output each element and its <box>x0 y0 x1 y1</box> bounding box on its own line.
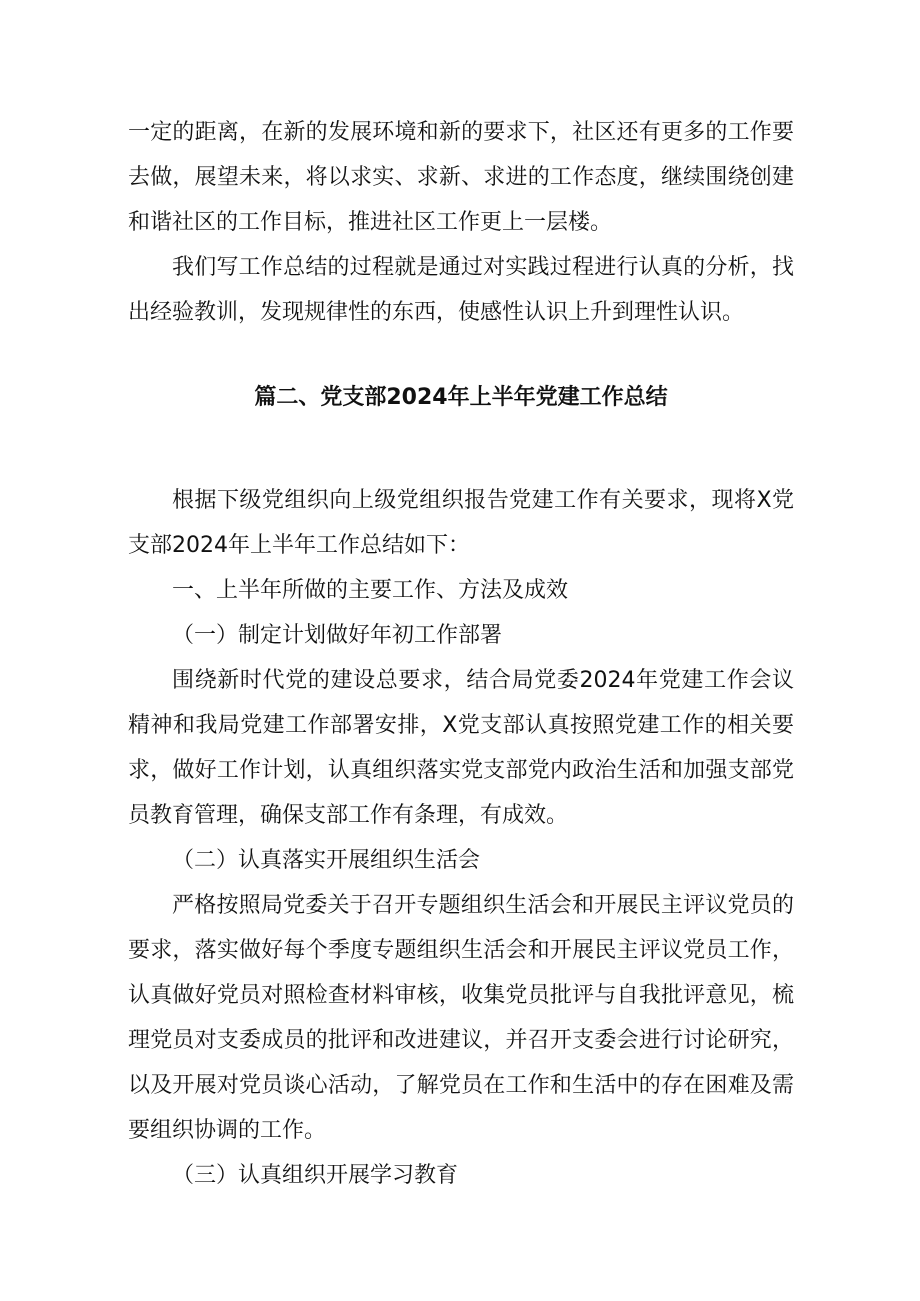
intro-paragraph-summary: 我们写工作总结的过程就是通过对实践过程进行认真的分析，找出经验教训，发现规律性的东西，使感性认识上升到理性认识。 <box>128 255 794 325</box>
section-heading-1: 一、上半年所做的主要工作、方法及成效 <box>172 578 569 603</box>
subsection-text-1: 围绕新时代党的建设总要求，结合局党委2024年党建工作会议精神和我局党建工作部署安排，X党支部认真按照党建工作的相关要求，做好工作计划，认真组织落实党支部党内政治生活和加强支部党员教育管理，确保支部工作有条理，有成效。 <box>128 668 794 828</box>
intro-section <box>128 110 794 335</box>
section-title-block <box>128 375 794 420</box>
subsection-heading-3: （三）认真组织开展学习教育 <box>172 1163 459 1188</box>
report-body <box>128 478 794 1198</box>
document-title: 篇二、党支部2024年上半年党建工作总结 <box>254 385 668 410</box>
intro-paragraph-continued: 一定的距离，在新的发展环境和新的要求下，社区还有更多的工作要去做，展望未来，将以求实、求新、求进的工作态度，继续围绕创建和谐社区的工作目标，推进社区工作更上一层楼。 <box>128 120 794 235</box>
subsection-heading-2: （二）认真落实开展组织生活会 <box>172 848 481 873</box>
subsection-heading-1: （一）制定计划做好年初工作部署 <box>172 623 503 648</box>
subsection-text-2: 严格按照局党委关于召开专题组织生活会和开展民主评议党员的要求，落实做好每个季度专题组织生活会和开展民主评议党员工作，认真做好党员对照检查材料审核，收集党员批评与自我批评意见，梳理党员对支委成员的批评和改进建议，并召开支委会进行讨论研究，以及开展对党员谈心活动，了解党员在工作和生活中的存在困难及需要组织协调的工作。 <box>128 893 794 1143</box>
opening-paragraph: 根据下级党组织向上级党组织报告党建工作有关要求，现将X党支部2024年上半年工作总结如下： <box>128 488 794 558</box>
